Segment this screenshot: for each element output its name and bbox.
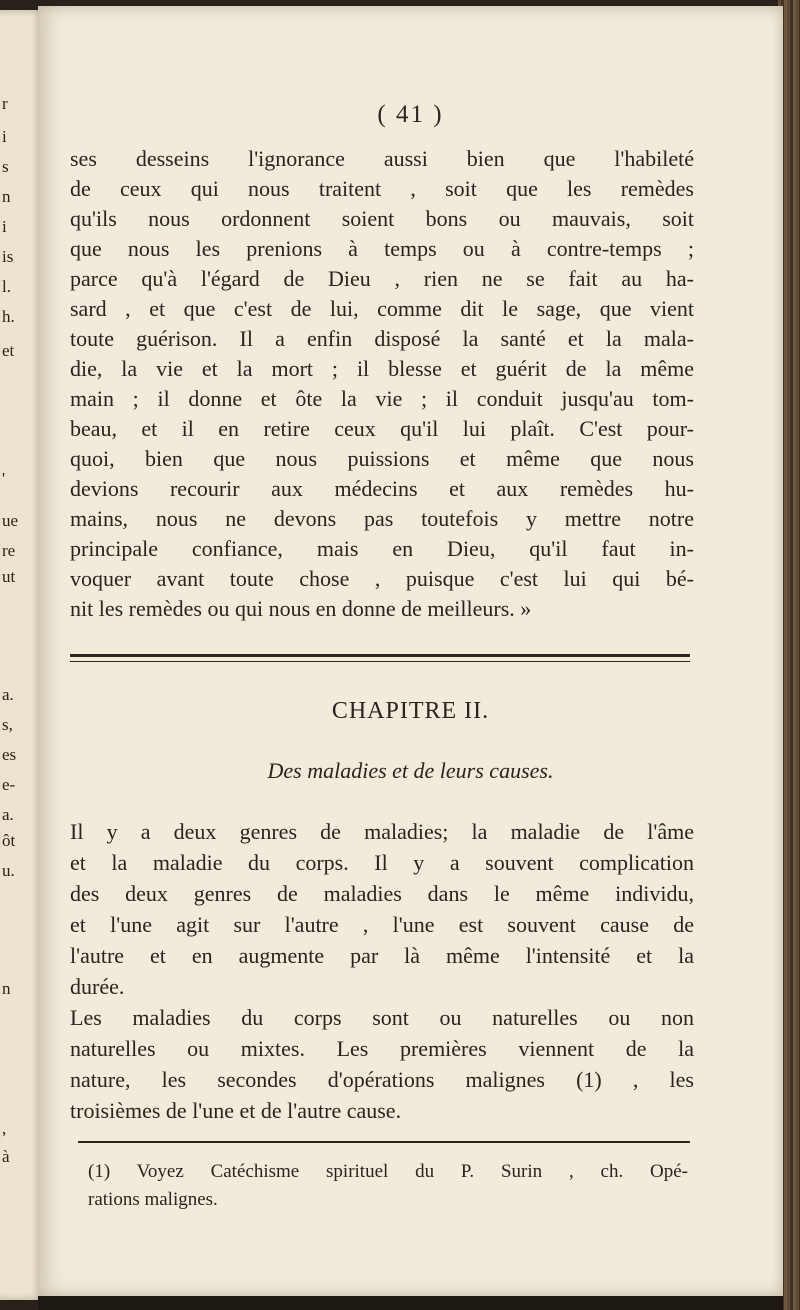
text-line: Les maladies du corps sont ou naturelles ou non <box>70 1005 694 1030</box>
page-number: ( 41 ) <box>377 101 444 128</box>
book-page <box>38 6 783 1296</box>
previous-page-fragment: s <box>2 157 9 176</box>
text-line: voquer avant toute chose , puisque c'est lui qui bé- <box>70 566 694 591</box>
text-line: qu'ils nous ordonnent soient bons ou mauvais, soit <box>70 206 694 231</box>
footnote-line: (1) Voyez Catéchisme spirituel du P. Surin , ch. Opé- <box>88 1161 688 1182</box>
previous-page-fragment: l. <box>2 277 11 296</box>
previous-page-fragment: i <box>2 127 7 146</box>
book-bottom-edge <box>38 1296 783 1310</box>
previous-page-fragment: ' <box>2 469 6 488</box>
previous-page-fragment: u. <box>2 861 15 880</box>
text-line: et la maladie du corps. Il y a souvent complication <box>70 850 694 875</box>
previous-page-fragment: r <box>2 94 8 113</box>
text-line: parce qu'à l'égard de Dieu , rien ne se fait au ha- <box>70 266 694 291</box>
text-line: que nous les prenions à temps ou à contre-temps ; <box>70 236 694 261</box>
text-line: devions recourir aux médecins et aux remèdes hu- <box>70 476 694 501</box>
previous-page-fragment: ue <box>2 511 19 530</box>
text-line: des deux genres de maladies dans le même individu, <box>70 881 694 906</box>
previous-page-fragment: à <box>2 1147 10 1166</box>
previous-page-fragment: ut <box>2 567 16 586</box>
text-line: beau, et il en retire ceux qu'il lui plaît. C'est pour- <box>70 416 694 441</box>
previous-page-fragment: i <box>2 217 7 236</box>
previous-page-fragment: s, <box>2 715 13 734</box>
text-line: sard , et que c'est de lui, comme dit le sage, que vient <box>70 296 694 321</box>
text-line: naturelles ou mixtes. Les premières viennent de la <box>70 1036 694 1061</box>
text-line: troisièmes de l'une et de l'autre cause. <box>70 1098 402 1123</box>
chapter-heading: CHAPITRE II. <box>331 698 490 724</box>
text-line: mains, nous ne devons pas toutefois y mettre notre <box>70 506 694 531</box>
text-line: toute guérison. Il a enfin disposé la santé et la mala- <box>70 326 694 351</box>
text-line: principale confiance, mais en Dieu, qu'il faut in- <box>70 536 694 561</box>
chapter-subtitle: Des maladies et de leurs causes. <box>267 758 554 783</box>
text-line: et l'une agit sur l'autre , l'une est souvent cause de <box>70 912 694 937</box>
chapter-text <box>70 816 694 1126</box>
previous-page-fragment: et <box>2 341 15 360</box>
text-line: Il y a deux genres de maladies; la maladie de l'âme <box>70 819 694 844</box>
previous-page-fragment: ôt <box>2 831 16 850</box>
body-paragraph <box>70 144 694 624</box>
previous-page-fragment: n <box>2 979 11 998</box>
text-line: durée. <box>70 974 125 999</box>
previous-page-fragment: a. <box>2 805 14 824</box>
footnote <box>88 1158 688 1214</box>
text-line: main ; il donne et ôte la vie ; il conduit jusqu'au tom- <box>70 386 694 411</box>
section-divider <box>70 654 690 662</box>
text-line: de ceux qui nous traitent , soit que les remèdes <box>70 176 694 201</box>
previous-page-fragment: h. <box>2 307 15 326</box>
footnote-line: rations malignes. <box>88 1189 218 1210</box>
previous-page-fragment: , <box>2 1119 7 1138</box>
previous-page-fragment: re <box>2 541 16 560</box>
footnote-divider <box>78 1141 690 1143</box>
previous-page-fragment: a. <box>2 685 14 704</box>
text-line: l'autre et en augmente par là même l'intensité et la <box>70 943 694 968</box>
text-line: die, la vie et la mort ; il blesse et guérit de la même <box>70 356 694 381</box>
text-line: nit les remèdes ou qui nous en donne de meilleurs. » <box>70 596 532 621</box>
text-line: quoi, bien que nous puissions et même que nous <box>70 446 694 471</box>
previous-page-fragment: n <box>2 187 11 206</box>
previous-page-fragment: is <box>2 247 14 266</box>
text-line: nature, les secondes d'opérations malignes (1) , les <box>70 1067 694 1092</box>
previous-page-fragment: es <box>2 745 17 764</box>
previous-page-fragment: e- <box>2 775 16 794</box>
text-line: ses desseins l'ignorance aussi bien que l'habileté <box>70 146 694 171</box>
